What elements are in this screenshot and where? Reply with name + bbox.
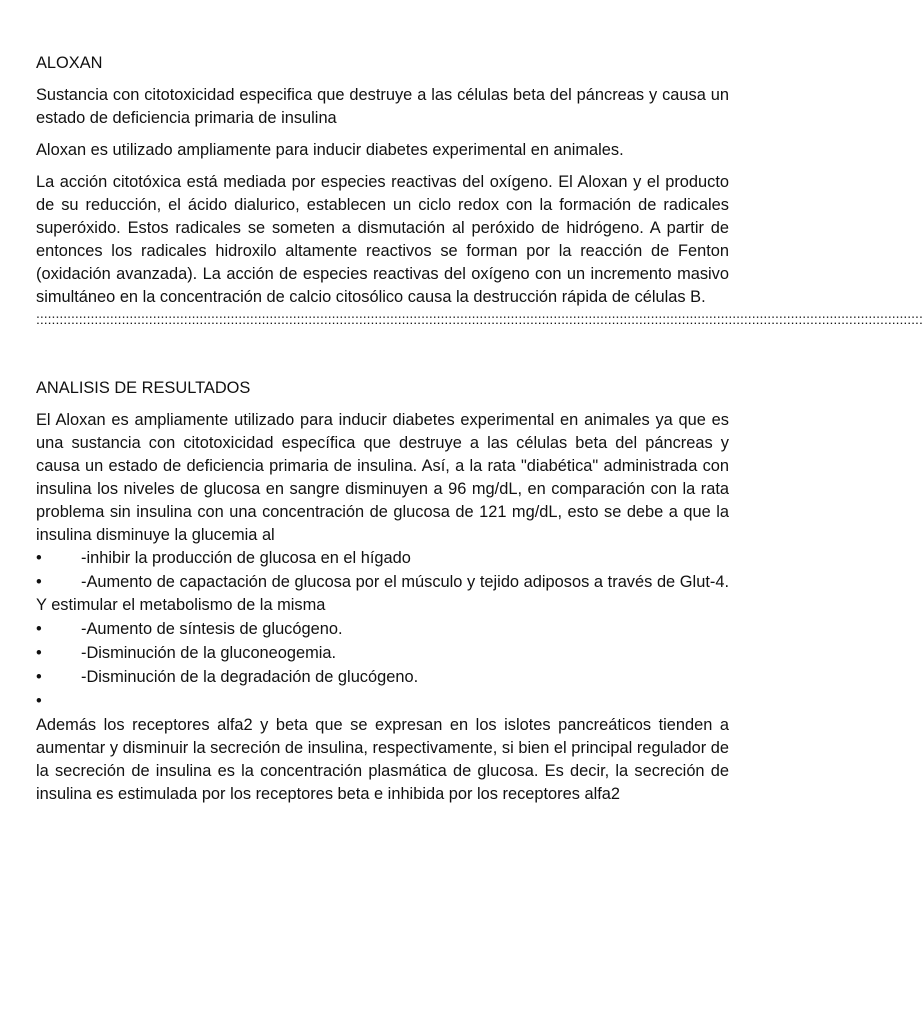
list-item (36, 547, 729, 570)
dotted-separator: :::::::::::::::::::::::::::::::::::::::::::::::::::::::::::::::::::::::::::::::::::::::::::::::::::::::::::::::::::::::::::::::::::::::::::::::::::::::::::::::::::::::::::::::::::::::::::::::::::::::::::::::::::::::::::::::::::: (36, 311, 923, 327)
paragraph-aloxan-mechanism: La acción citotóxica está mediada por especies reactivas del oxígeno. El Aloxan y el producto de su reducción, el ácido dialurico, establecen un ciclo redox con la formación de radicales superóxido. Estos radicales se someten a dismutación al peróxido de hidrógeno. A partir de entonces los radicales hidroxilo altamente reactivos se forman por la reacción de Fenton (oxidación avanzada). La acción de especies reactivas del oxígeno con un incremento masivo simultáneo en la concentración de calcio citosólico causa la destrucción rápida de células B. (36, 173, 729, 306)
bullet-list-insulin-effects (36, 547, 729, 713)
bullet-icon: • (36, 644, 42, 662)
list-item (36, 571, 729, 617)
paragraph-aloxan-definition: Sustancia con citotoxicidad especifica que destruye a las células beta del páncreas y causa un estado de deficiencia primaria de insulina (36, 86, 729, 127)
bullet-icon: • (36, 668, 42, 686)
bullet-icon: • (36, 692, 42, 710)
paragraph-aloxan-usage: Aloxan es utilizado ampliamente para inducir diabetes experimental en animales. (36, 141, 624, 159)
list-item-text: -Disminución de la gluconeogemia. (81, 644, 337, 662)
list-item (36, 642, 729, 665)
list-item-empty (36, 690, 729, 713)
bullet-icon: • (36, 620, 42, 638)
section-title-analisis: ANALISIS DE RESULTADOS (36, 379, 251, 397)
document-page (36, 52, 923, 815)
bullet-icon: • (36, 573, 42, 591)
section-title-aloxan: ALOXAN (36, 54, 103, 72)
paragraph-analisis-receptors: Además los receptores alfa2 y beta que se expresan en los islotes pancreáticos tienden a aumentar y disminuir la secreción de insulina, respectivamente, si bien el principal regulador de la secreción de insulina es la concentración plasmática de glucosa. Es decir, la secreción de insulina es estimulada por los receptores beta e inhibida por los receptores alfa2 (36, 716, 729, 803)
list-item-text: -Aumento de capactación de glucosa por el músculo y tejido adiposos a través de Glut-4. Y estimular el metabolismo de la misma (36, 573, 729, 614)
section-spacer (36, 329, 729, 377)
paragraph-analisis-intro: El Aloxan es ampliamente utilizado para inducir diabetes experimental en animales ya que es una sustancia con citotoxicidad específica que destruye a las células beta del páncreas y causa un estado de deficiencia primaria de insulina. Así, a la rata "diabética" administrada con insulina los niveles de glucosa en sangre disminuyen a 96 mg/dL, en comparación con la rata problema sin insulina con una concentración de glucosa de 121 mg/dL, esto se debe a que la insulina disminuye la glucemia al (36, 411, 729, 544)
bullet-icon: • (36, 549, 42, 567)
list-item (36, 618, 729, 641)
list-item-text: -Disminución de la degradación de glucógeno. (81, 668, 419, 686)
list-item-text: -Aumento de síntesis de glucógeno. (81, 620, 343, 638)
list-item (36, 666, 729, 689)
list-item-text: -inhibir la producción de glucosa en el hígado (81, 549, 411, 567)
